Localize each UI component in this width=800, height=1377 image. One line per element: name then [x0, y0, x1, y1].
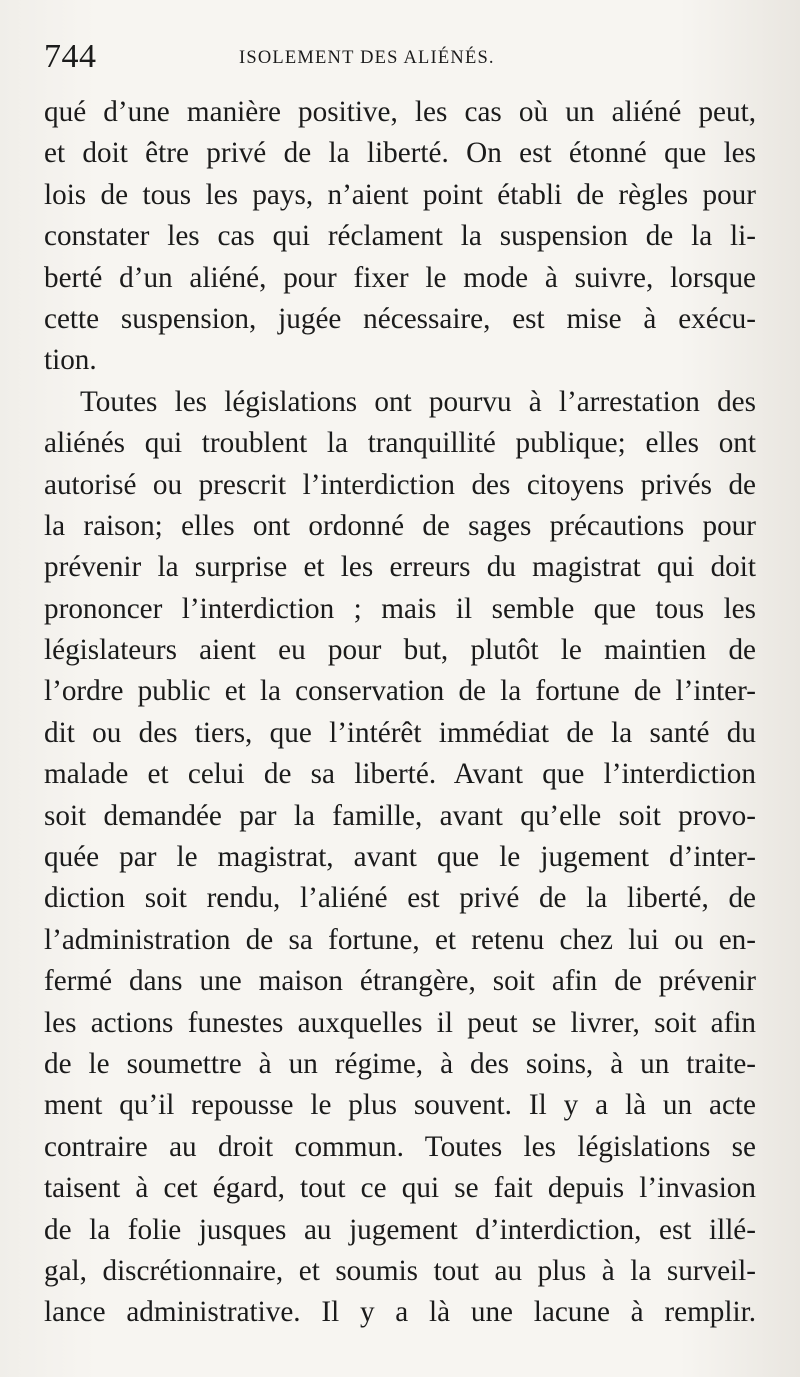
text-line: berté d’un aliéné, pour fixer le mode à suivre, lorsque: [44, 261, 756, 294]
text-line: de le soumettre à un régime, à des soins, à un traite-: [44, 1047, 756, 1080]
text-line: fermé dans une maison étrangère, soit afin de prévenir: [44, 965, 756, 998]
text-line: de la folie jusques au jugement d’interdiction, est illé-: [44, 1213, 756, 1246]
body-text: [44, 92, 756, 1334]
text-line: l’administration de sa fortune, et retenu chez lui ou en-: [44, 923, 756, 956]
text-line: lois de tous les pays, n’aient point établi de règles pour: [44, 178, 756, 211]
text-line: ment qu’il repousse le plus souvent. Il y a là un acte: [44, 1089, 756, 1122]
running-title: ISOLEMENT DES ALIÉNÉS.: [239, 48, 495, 68]
text-line: et doit être privé de la liberté. On est étonné que les: [44, 137, 756, 170]
text-line: malade et celui de sa liberté. Avant que l’interdiction: [44, 758, 756, 791]
text-line: soit demandée par la famille, avant qu’elle soit provo-: [44, 799, 756, 832]
text-line: dit ou des tiers, que l’intérêt immédiat de la santé du: [44, 716, 756, 749]
text-line: législateurs aient eu pour but, plutôt le maintien de: [44, 634, 756, 667]
text-line: cette suspension, jugée nécessaire, est mise à exécu-: [44, 302, 756, 335]
text-line: gal, discrétionnaire, et soumis tout au plus à la surveil-: [44, 1254, 756, 1287]
text-line: l’ordre public et la conservation de la fortune de l’inter-: [44, 675, 756, 708]
text-line: prononcer l’interdiction ; mais il semble que tous les: [44, 592, 756, 625]
text-line: aliénés qui troublent la tranquillité publique; elles ont: [44, 427, 756, 460]
text-line: quée par le magistrat, avant que le jugement d’inter-: [44, 841, 756, 874]
text-line: Toutes les législations ont pourvu à l’arrestation des: [80, 385, 756, 418]
text-line: qué d’une manière positive, les cas où un aliéné peut,: [44, 96, 756, 128]
text-line: taisent à cet égard, tout ce qui se fait depuis l’invasion: [44, 1172, 756, 1205]
text-line: diction soit rendu, l’aliéné est privé de la liberté, de: [44, 882, 756, 915]
text-line: la raison; elles ont ordonné de sages précautions pour: [44, 509, 756, 542]
text-line: les actions funestes auxquelles il peut se livrer, soit afin: [44, 1006, 756, 1039]
page-header: [44, 38, 754, 86]
text-line: autorisé ou prescrit l’interdiction des citoyens privés de: [44, 468, 756, 501]
text-line: tion.: [44, 344, 97, 377]
text-line: lance administrative. Il y a là une lacune à remplir.: [44, 1296, 756, 1329]
text-line: prévenir la surprise et les erreurs du magistrat qui doit: [44, 551, 756, 584]
text-line: constater les cas qui réclament la suspension de la li-: [44, 220, 756, 253]
text-line: contraire au droit commun. Toutes les législations se: [44, 1130, 756, 1163]
page-number: 744: [44, 38, 97, 75]
